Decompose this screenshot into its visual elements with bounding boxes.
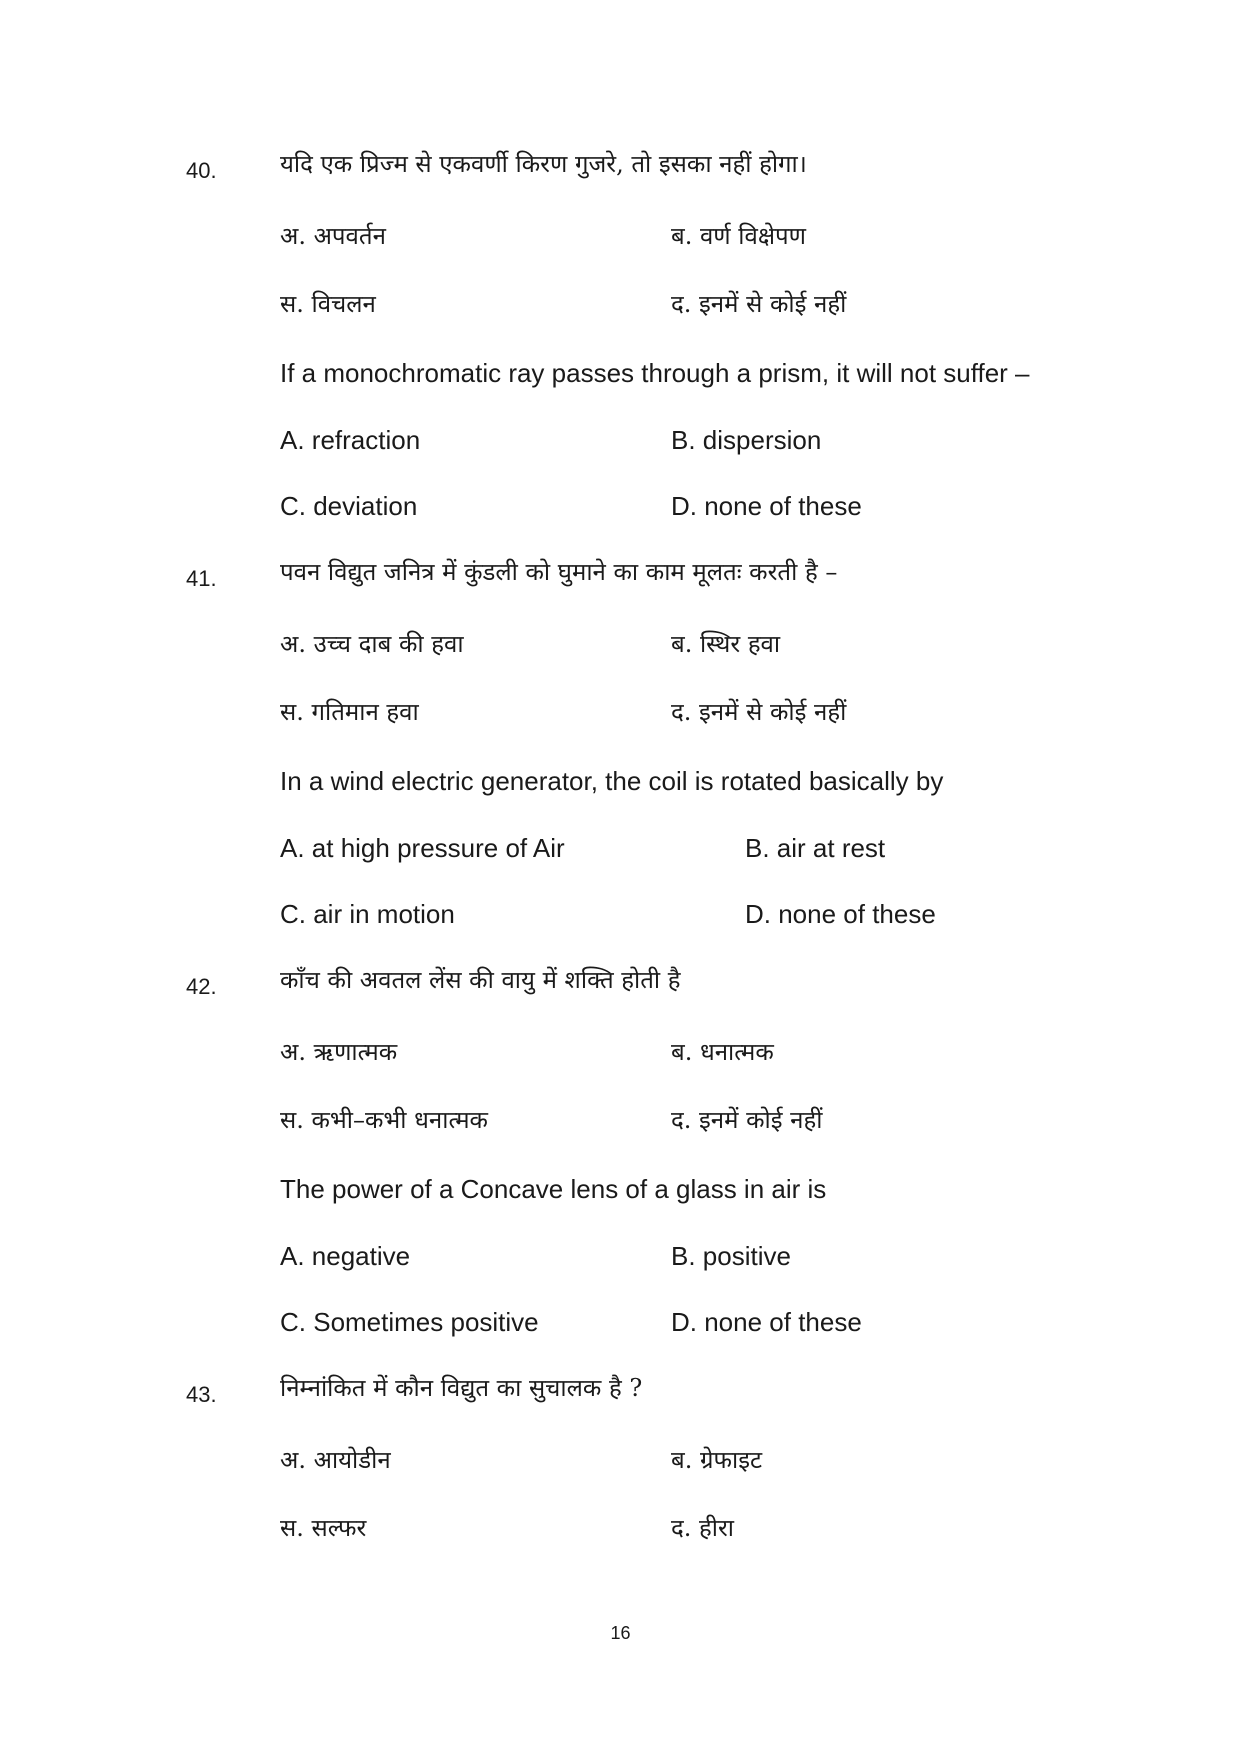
option-hindi: ब. वर्ण विक्षेपण — [671, 222, 807, 250]
option-hindi: स. सल्फर — [280, 1514, 367, 1542]
option-english: D. none of these — [671, 491, 862, 521]
option-hindi: अ. आयोडीन — [280, 1446, 391, 1474]
question-number: 42. — [186, 974, 217, 999]
option-hindi: अ. उच्च दाब की हवा — [280, 630, 464, 658]
option-hindi: अ. अपवर्तन — [280, 222, 386, 250]
question-number: 40. — [186, 158, 217, 183]
option-english: D. none of these — [745, 899, 936, 929]
option-english: A. refraction — [280, 425, 421, 455]
option-hindi: ब. धनात्मक — [671, 1038, 774, 1066]
option-hindi: द. हीरा — [671, 1514, 734, 1542]
question-text-hindi: निम्नांकित में कौन विद्युत का सुचालक है ? — [280, 1374, 643, 1402]
question-text-hindi: काँच की अवतल लेंस की वायु में शक्ति होती है — [280, 966, 681, 994]
question-text-english: In a wind electric generator, the coil is rotated basically by — [280, 766, 944, 796]
option-hindi: स. गतिमान हवा — [280, 698, 419, 726]
option-english: C. Sometimes positive — [280, 1307, 539, 1337]
question-number: 41. — [186, 566, 217, 591]
option-hindi: स. कभी–कभी धनात्मक — [280, 1106, 488, 1134]
option-english: C. air in motion — [280, 899, 455, 929]
option-hindi: स. विचलन — [280, 290, 376, 318]
option-english: B. air at rest — [745, 833, 886, 863]
option-english: B. dispersion — [671, 425, 822, 455]
option-english: A. at high pressure of Air — [280, 833, 565, 863]
page-number: 16 — [610, 1623, 631, 1643]
option-hindi: द. इनमें से कोई नहीं — [671, 290, 847, 318]
option-english: B. positive — [671, 1241, 791, 1271]
option-hindi: अ. ऋणात्मक — [280, 1038, 398, 1066]
question-text-english: The power of a Concave lens of a glass in air is — [280, 1174, 827, 1204]
option-hindi: द. इनमें कोई नहीं — [671, 1106, 823, 1134]
question-number: 43. — [186, 1382, 217, 1407]
option-english: A. negative — [280, 1241, 411, 1271]
option-hindi: ब. ग्रेफाइट — [671, 1446, 763, 1474]
option-english: C. deviation — [280, 491, 418, 521]
option-hindi: द. इनमें से कोई नहीं — [671, 698, 847, 726]
option-hindi: ब. स्थिर हवा — [671, 630, 781, 658]
option-english: D. none of these — [671, 1307, 862, 1337]
question-text-english: If a monochromatic ray passes through a prism, it will not suffer – — [280, 358, 1030, 388]
question-text-hindi: पवन विद्युत जनित्र में कुंडली को घुमाने का काम मूलतः करती है – — [280, 558, 838, 586]
question-text-hindi: यदि एक प्रिज्म से एकवर्णी किरण गुजरे, तो इसका नहीं होगा। — [280, 150, 807, 178]
